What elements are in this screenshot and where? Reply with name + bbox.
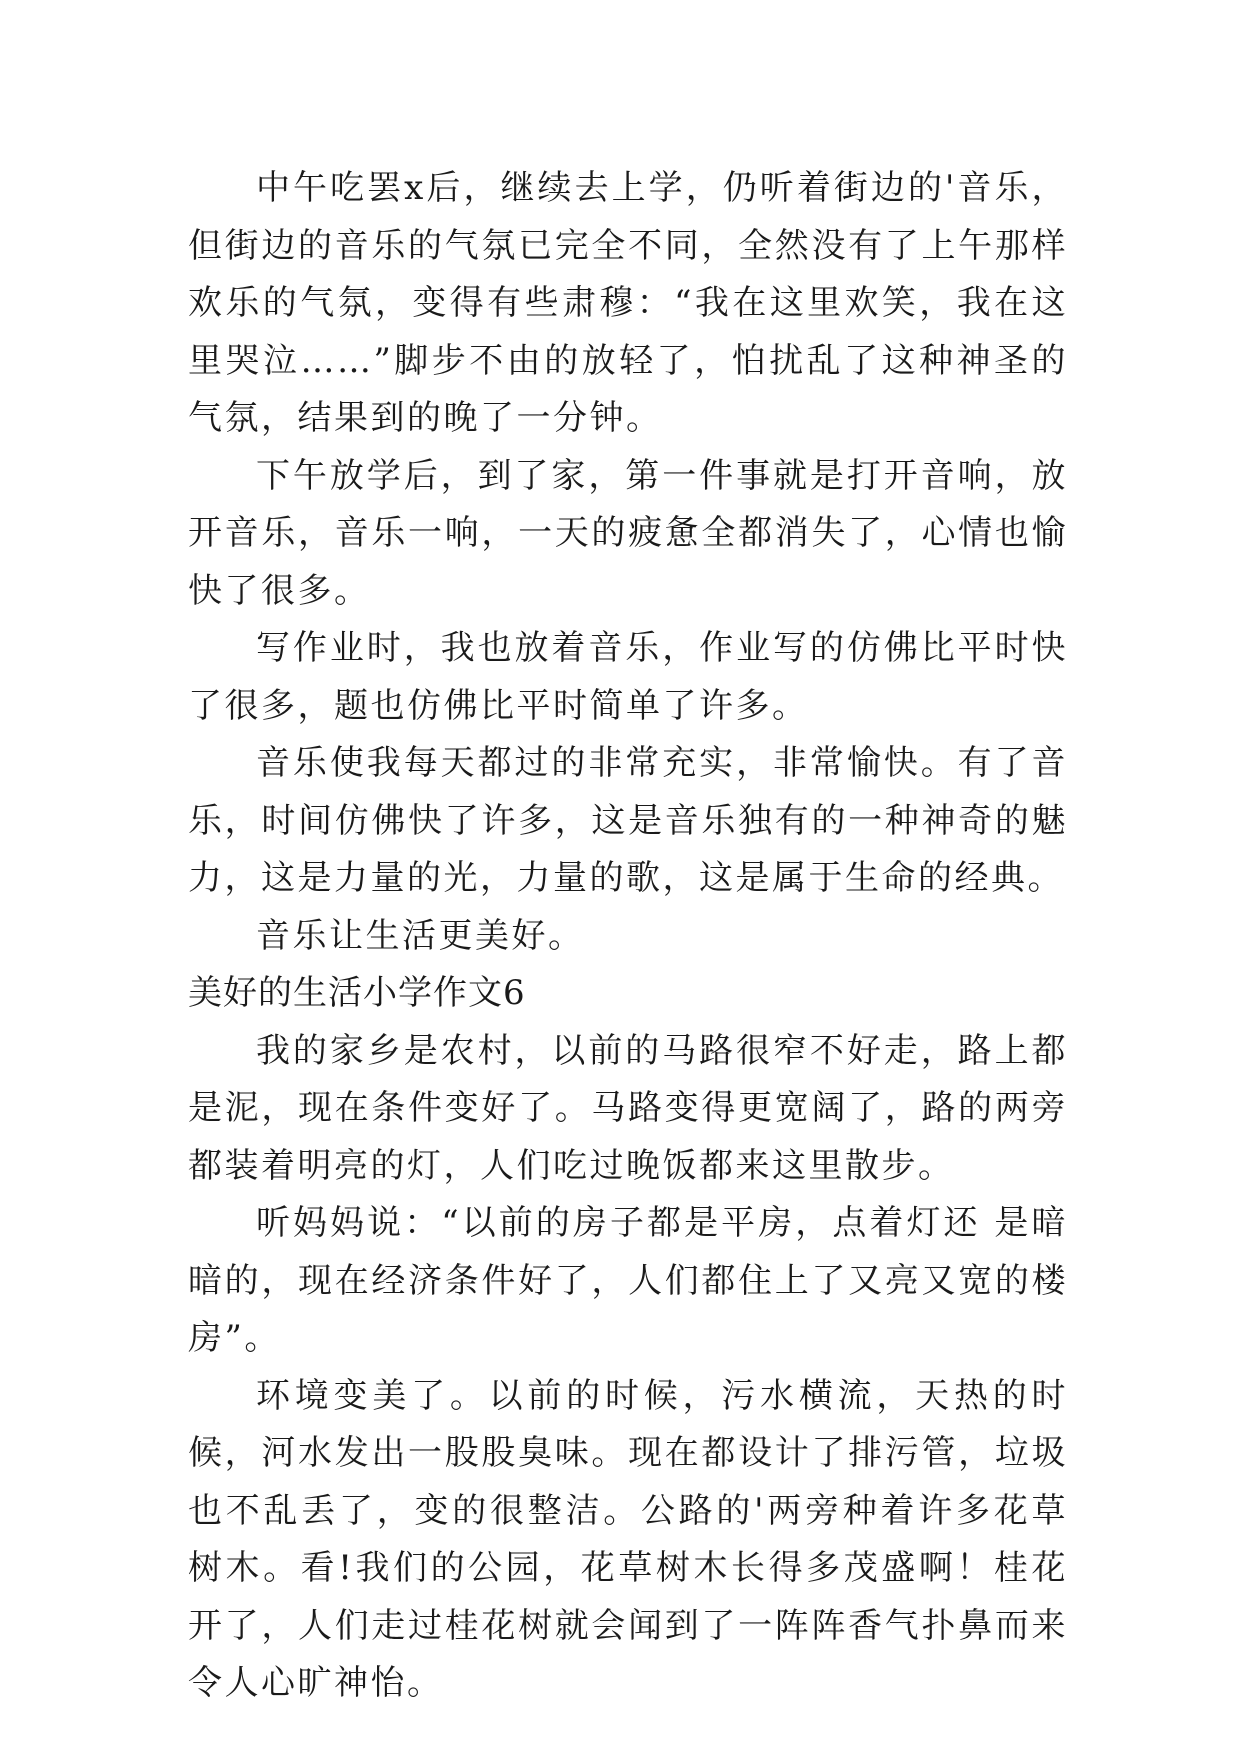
paragraph-homework: 写作业时，我也放着音乐，作业写的仿佛比平时快了很多，题也仿佛比平时简单了许多。 <box>188 628 1068 726</box>
paragraph-conclusion: 音乐让生活更美好。 <box>256 915 585 956</box>
paragraph-lunch-music: 中午吃罢x后，继续去上学，仍听着街边的'音乐，但街边的音乐的气氛已完全不同，全然没有了上午那样欢乐的气氛，变得有些肃穆：“我在这里欢笑，我在这里哭泣……”脚步不由的放轻了，怕扰乱了这种神圣的气氛，结果到的晚了一分钟。 <box>188 168 1068 438</box>
section-heading: 美好的生活小学作文6 <box>188 973 526 1013</box>
paragraph-music-charm: 音乐使我每天都过的非常充实，非常愉快。有了音乐，时间仿佛快了许多，这是音乐独有的一种神奇的魅力，这是力量的光，力量的歌，这是属于生命的经典。 <box>188 743 1068 898</box>
paragraph-after-school: 下午放学后，到了家，第一件事就是打开音响，放开音乐，音乐一响，一天的疲惫全都消失了，心情也愉快了很多。 <box>188 455 1068 611</box>
paragraph-environment: 环境变美了。以前的时候，污水横流，天热的时候，河水发出一股股臭味。现在都设计了排污管，垃圾也不乱丢了，变的很整洁。公路的'两旁种着许多花草树木。看!我们的公园，花草树木长得多茂盛啊！桂花开了，人们走过桂花树就会闻到了一阵阵香气扑鼻而来令人心旷神怡。 <box>188 1375 1068 1703</box>
paragraph-hometown: 我的家乡是农村，以前的马路很窄不好走，路上都是泥，现在条件变好了。马路变得更宽阔了，路的两旁都装着明亮的灯，人们吃过晚饭都来这里散步。 <box>188 1030 1068 1186</box>
paragraph-mother-says: 听妈妈说：“以前的房子都是平房，点着灯还 是暗暗的，现在经济条件好了，人们都住上了又亮又宽的楼房”。 <box>188 1203 1068 1358</box>
document-body <box>188 160 1068 1713</box>
